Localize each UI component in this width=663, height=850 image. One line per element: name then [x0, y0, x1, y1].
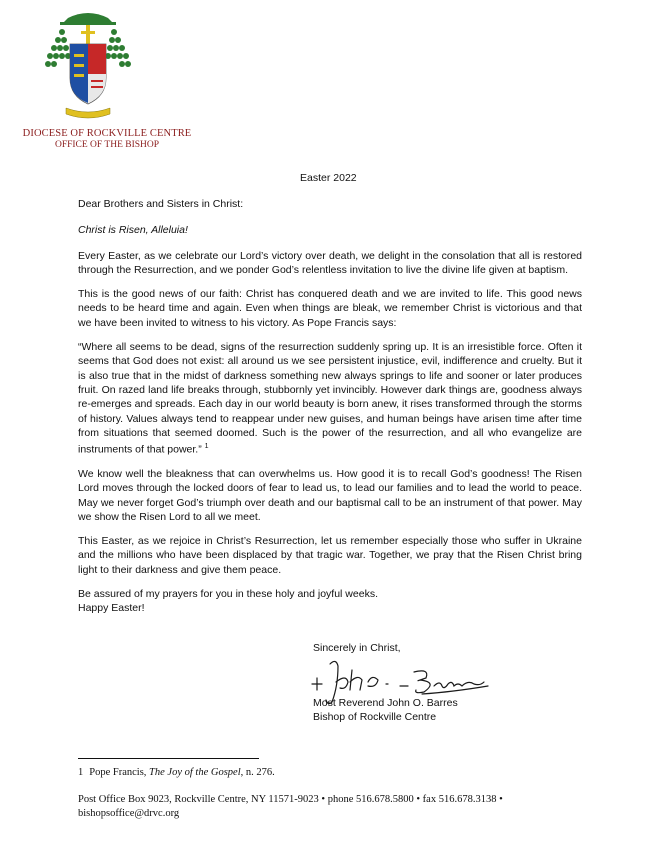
signer-title: Bishop of Rockville Centre — [313, 711, 437, 724]
closing-line-1: Be assured of my prayers for you in these holy and joyful weeks. — [78, 588, 378, 601]
paragraph-1: Every Easter, as we celebrate our Lord’s victory over death, we delight in the consolation that all is restored through the Resurrection, and we ponder God’s relentless invitation to live the divine life given at baptism. — [78, 249, 582, 276]
footnote-reference: 1 — [204, 443, 209, 451]
footnote-number: 1 — [78, 767, 84, 778]
office-name: OFFICE OF THE BISHOP — [54, 140, 160, 150]
paragraph-5: This Easter, as we rejoice in Christ’s Resurrection, let us remember especially those who suffer in Ukraine and the millions who have been displaced by that tragic war. Together, we pray that the Risen Christ bring light to their darkness and give them peace. — [78, 535, 582, 576]
footnote — [78, 767, 275, 778]
closing — [78, 587, 582, 616]
footer-address: Post Office Box 9023, Rockville Centre, NY 11571-9023 • phone 516.678.5800 • fax 516.678.3138 • — [78, 794, 503, 805]
easter-greeting: Christ is Risen, Alleluia! — [78, 224, 188, 237]
contact-footer — [78, 793, 578, 821]
letterhead — [22, 128, 192, 150]
pope-francis-quote: “Where all seems to be dead, signs of the resurrection suddenly spring up. It is an irresistible force. Often it seems that God does not exist: all around us we see persistent injustice, evil, indifference and cruelty. But it is also true that in the midst of darkness something new always springs to life and sooner or later produces fruit. On razed land life breaks through, stubbornly yet invincibly. However dark things are, goodness always re-emerges and spreads. Each day in our world beauty is born anew, it rises transformed through the storms of history. Values always tend to reappear under new guises, and human beings have arisen time after time from situations that seemed doomed. Such is the power of the resurrection, and all who evangelize are instruments of that power.” — [78, 341, 582, 456]
paragraph-2: This is the good news of our faith: Christ has conquered death and we are invited to life. This good news needs to be heard time and again. Even when things are bleak, we remember Christ is victorious and that we have been invited to witness to his victory. As Pope Francis says: — [78, 288, 582, 329]
salutation: Dear Brothers and Sisters in Christ: — [78, 198, 244, 210]
diocese-name: DIOCESE OF ROCKVILLE CENTRE — [22, 128, 192, 139]
signoff: Sincerely in Christ, — [313, 642, 401, 654]
footnote-suffix: , n. 276. — [240, 767, 275, 778]
quote-paragraph — [78, 340, 582, 457]
letter-body — [78, 197, 582, 616]
coat-of-arms-emblem — [38, 8, 138, 126]
signer-block — [313, 696, 458, 725]
footnote-work-title: The Joy of the Gospel — [149, 767, 241, 778]
paragraph-4: We know well the bleakness that can overwhelms us. How good it is to recall God’s goodness! The Risen Lord moves through the locked doors of fear to lead us, to lead our families and to lead the world to peace. May we never forget God’s triumph over death and our baptismal call to be an instrument of that power. May we show the Risen Lord to all we meet. — [78, 467, 582, 523]
signer-name: Most Reverend John O. Barres — [313, 697, 458, 709]
letter-date: Easter 2022 — [300, 172, 357, 184]
footnote-divider — [78, 758, 259, 759]
footnote-prefix: Pope Francis, — [89, 767, 150, 778]
closing-line-2: Happy Easter! — [78, 602, 145, 615]
footer-email: bishopsoffice@drvc.org — [78, 808, 180, 819]
